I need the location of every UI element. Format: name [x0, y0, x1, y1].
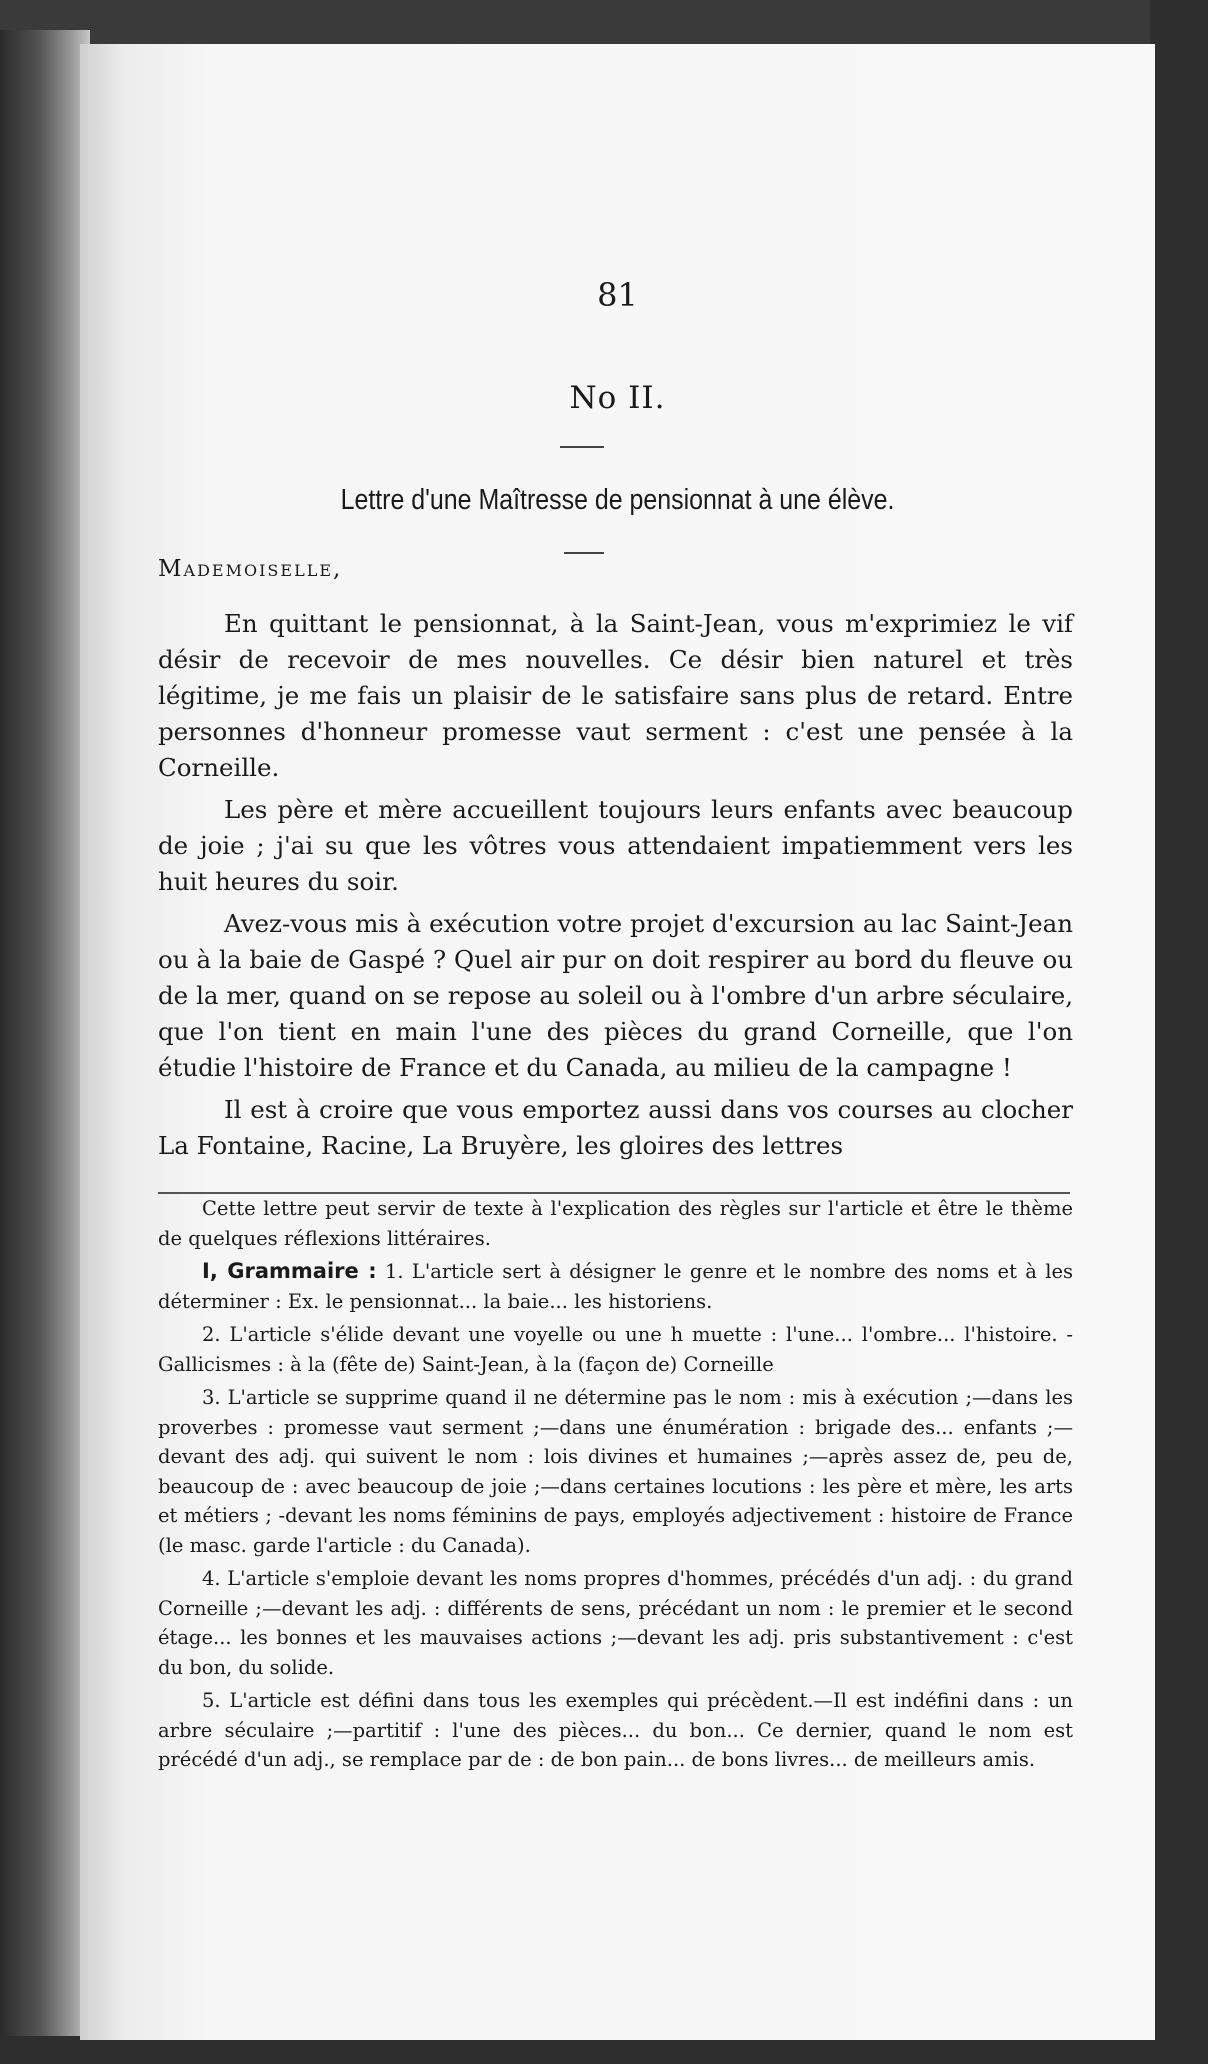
heading-divider	[560, 446, 604, 448]
footnotes	[158, 1194, 1073, 1779]
body-paragraph: En quittant le pensionnat, à la Saint-Jean, vous m'exprimiez le vif désir de recevoir de mes nouvelles. Ce désir bien naturel et très légitime, je me fais un plaisir de le satisfaire sans plus de retard. Entre personnes d'honneur promesse vaut serment : c'est une pensée à la Corneille.	[158, 609, 1073, 782]
body-paragraph: Avez-vous mis à exécution votre projet d'excursion au lac Saint-Jean ou à la baie de Gaspé ? Quel air pur on doit respirer au bord du fleuve ou de la mer, quand on se repose au soleil ou à l'ombre d'un arbre séculaire, que l'on tient en main l'une des pièces du grand Corneille, que l'on étudie l'histoire de France et du Canada, au milieu de la campagne !	[158, 909, 1073, 1082]
letter-number-heading: No II.	[569, 380, 666, 416]
title-divider	[564, 552, 604, 554]
note-item-2: 2. L'article s'élide devant une voyelle ou une h muette : l'une... l'ombre... l'histoire. - Gallicismes : à la (fête de) Saint-Jean, à la (façon de) Corneille	[158, 1323, 1073, 1376]
page-number: 81	[597, 276, 638, 314]
scan-bottom-edge	[0, 2036, 1208, 2064]
note-text-1: 1. L'article sert à désigner le genre et le nombre des noms et à les déterminer : Ex. le pensionnat... la baie... les historiens.	[158, 1260, 1074, 1313]
body-paragraph: Il est à croire que vous emportez aussi dans vos courses au clocher La Fontaine, Racine, La Bruyère, les gloires des lettres	[158, 1095, 1073, 1160]
body-paragraph: Les père et mère accueillent toujours leurs enfants avec beaucoup de joie ; j'ai su que les vôtres vous attendaient impatiemment vers les huit heures du soir.	[158, 795, 1073, 896]
book-page	[80, 44, 1155, 2040]
book-gutter-shadow	[0, 30, 90, 2064]
note-item-1	[158, 1257, 1073, 1316]
scan-right-edge	[1150, 0, 1208, 2064]
note-item-3: 3. L'article se supprime quand il ne détermine pas le nom : mis à exécution ;—dans les proverbes : promesse vaut serment ;—dans une énumération : brigade des... enfants ;—devant des adj. qui suivent le nom : lois divines et humaines ;—après assez de, peu de, beaucoup de : avec beaucoup de joie ;—dans certaines locutions : les père et mère, les arts et métiers ; -devant les noms féminins de pays, employés adjectivement : histoire de France (le masc. garde l'article : du Canada).	[158, 1386, 1073, 1557]
letter-title: Lettre d'une Maîtresse de pensionnat à une élève.	[340, 484, 895, 516]
note-item-4: 4. L'article s'emploie devant les noms propres d'hommes, précédés d'un adj. : du grand Corneille ;—devant les adj. : différents de sens, précédant un nom : le premier et le second étage... les bonnes et les mauvaises actions ;—devant les adj. pris substantivement : c'est du bon, du solide.	[158, 1567, 1073, 1679]
note-item-5: 5. L'article est défini dans tous les exemples qui précèdent.—Il est indéfini dans : un arbre séculaire ;—partitif : l'une des pièces... du bon... Ce dernier, quand le nom est précédé d'un adj., se remplace par de : de bon pain... de bons livres... de meilleurs amis.	[158, 1689, 1073, 1771]
note-intro: Cette lettre peut servir de texte à l'explication des règles sur l'article et être le thème de quelques réflexions littéraires.	[158, 1197, 1073, 1250]
grammar-heading: I, Grammaire :	[202, 1259, 377, 1283]
letter-body	[158, 606, 1073, 1170]
salutation: Mademoiselle,	[158, 556, 343, 582]
